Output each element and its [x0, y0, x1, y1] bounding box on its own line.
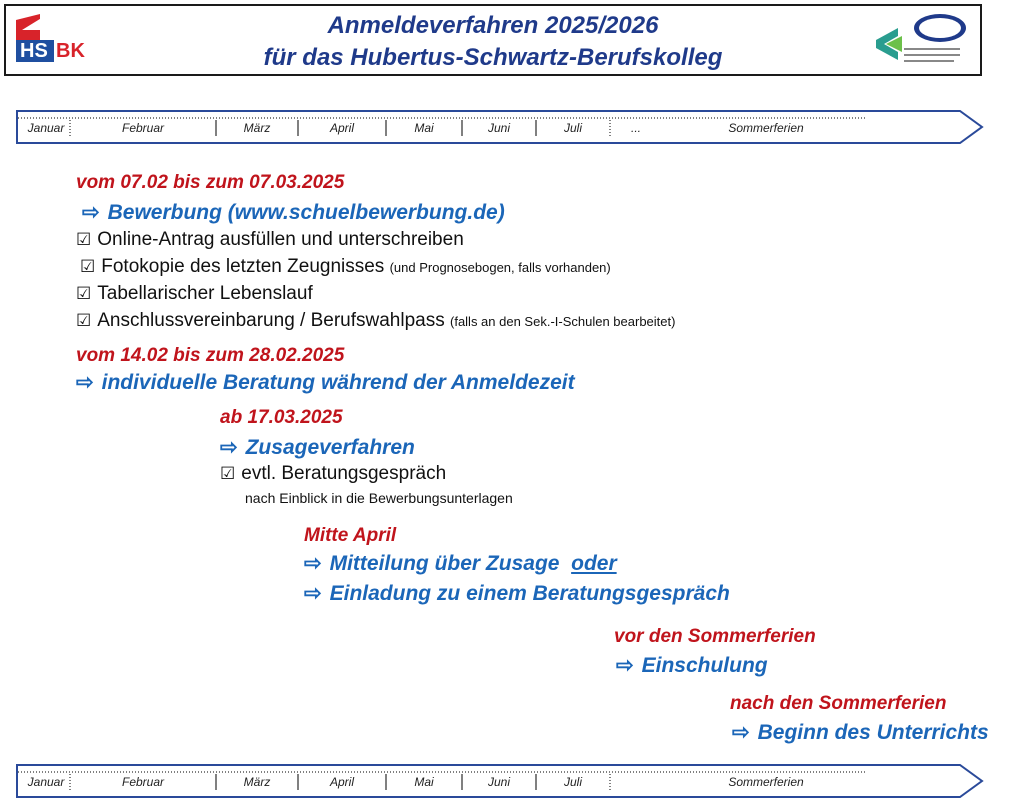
- arrow-icon: ⇨: [616, 654, 634, 677]
- month-sommerferien: Sommerferien: [728, 121, 804, 135]
- month-sommerferien: Sommerferien: [728, 775, 804, 789]
- timeline-bottom: [16, 764, 984, 798]
- month-januar: Januar: [27, 121, 65, 135]
- checkbox-icon: ☑: [76, 284, 92, 303]
- step5-action-text: Einschulung: [641, 654, 768, 677]
- step4-action1-text: Mitteilung über Zusage: [329, 552, 560, 575]
- month-juni: Juni: [487, 775, 510, 789]
- month-maerz: März: [243, 775, 271, 789]
- step1-item4-text: Anschlussvereinbarung / Berufswahlpass: [97, 310, 445, 331]
- step1-item1: [76, 229, 464, 251]
- arrow-icon: ⇨: [304, 582, 322, 605]
- step2-action: [76, 370, 575, 395]
- step1-date: vom 07.02 bis zum 07.03.2025: [76, 172, 345, 193]
- month-juli: Juli: [563, 121, 582, 135]
- europaschule-badge: [872, 10, 972, 68]
- step6-action: [732, 720, 989, 745]
- checkbox-icon: ☑: [76, 311, 92, 330]
- month-april: April: [329, 775, 354, 789]
- checkbox-icon: ☑: [80, 257, 96, 276]
- month-juni: Juni: [487, 121, 510, 135]
- step1-item2-text: Fotokopie des letzten Zeugnisses: [101, 256, 385, 277]
- month-februar: Februar: [121, 775, 165, 789]
- arrow-icon: ⇨: [732, 721, 750, 744]
- step1-action: [82, 200, 505, 225]
- month-januar: Januar: [27, 775, 65, 789]
- step3-item1-text: evtl. Beratungsgespräch: [241, 463, 447, 484]
- arrow-icon: ⇨: [82, 201, 100, 224]
- step5-date: vor den Sommerferien: [614, 626, 816, 647]
- month-februar: Februar: [121, 121, 165, 135]
- step1-item2: [80, 256, 611, 278]
- arrow-icon: ⇨: [76, 371, 94, 394]
- step1-item1-text: Online-Antrag ausfüllen und unterschreiben: [97, 229, 464, 250]
- hsbk-logo: [12, 10, 108, 66]
- step4-action1: [304, 551, 617, 576]
- step4-date: Mitte April: [304, 525, 397, 546]
- step3-date: ab 17.03.2025: [220, 407, 343, 428]
- step1-item4: [76, 310, 675, 332]
- arrow-icon: ⇨: [220, 436, 238, 459]
- step6-date: nach den Sommerferien: [730, 693, 947, 714]
- checkbox-icon: ☑: [220, 464, 236, 483]
- month-ellipsis: ...: [630, 121, 641, 135]
- step3-action: [220, 435, 415, 460]
- step4-action2: [304, 581, 730, 606]
- step1-item3: [76, 283, 313, 305]
- month-mai: Mai: [414, 121, 434, 135]
- checkbox-icon: ☑: [76, 230, 92, 249]
- step2-date: vom 14.02 bis zum 28.02.2025: [76, 345, 345, 366]
- month-juli: Juli: [563, 775, 582, 789]
- month-april: April: [329, 121, 354, 135]
- page-title: Anmeldeverfahren 2025/2026: [327, 12, 659, 39]
- page-subtitle: für das Hubertus-Schwartz-Berufskolleg: [263, 44, 723, 71]
- logo-text-hs: HS: [20, 40, 48, 62]
- step1-action-text: Bewerbung (www.schuelbewerbung.de): [107, 201, 505, 224]
- step4-action2-text: Einladung zu einem Beratungsgespräch: [329, 582, 730, 605]
- month-mai: Mai: [414, 775, 434, 789]
- logo-text-bk: BK: [56, 40, 85, 62]
- step1-item4-note: (falls an den Sek.-I-Schulen bearbeitet): [450, 314, 676, 329]
- header-box: [4, 4, 982, 76]
- step4-or: oder: [571, 552, 617, 575]
- step3-item1: [220, 463, 446, 485]
- step2-action-text: individuelle Beratung während der Anmeldezeit: [101, 371, 575, 394]
- month-maerz: März: [243, 121, 271, 135]
- step1-item2-note: (und Prognosebogen, falls vorhanden): [389, 260, 611, 275]
- step1-item3-text: Tabellarischer Lebenslauf: [97, 283, 313, 304]
- step5-action: [616, 653, 768, 678]
- step3-action-text: Zusageverfahren: [245, 436, 415, 459]
- step6-action-text: Beginn des Unterrichts: [757, 721, 989, 744]
- timeline-top: [16, 110, 984, 144]
- step3-item1-note: nach Einblick in die Bewerbungsunterlagen: [245, 490, 513, 506]
- arrow-icon: ⇨: [304, 552, 322, 575]
